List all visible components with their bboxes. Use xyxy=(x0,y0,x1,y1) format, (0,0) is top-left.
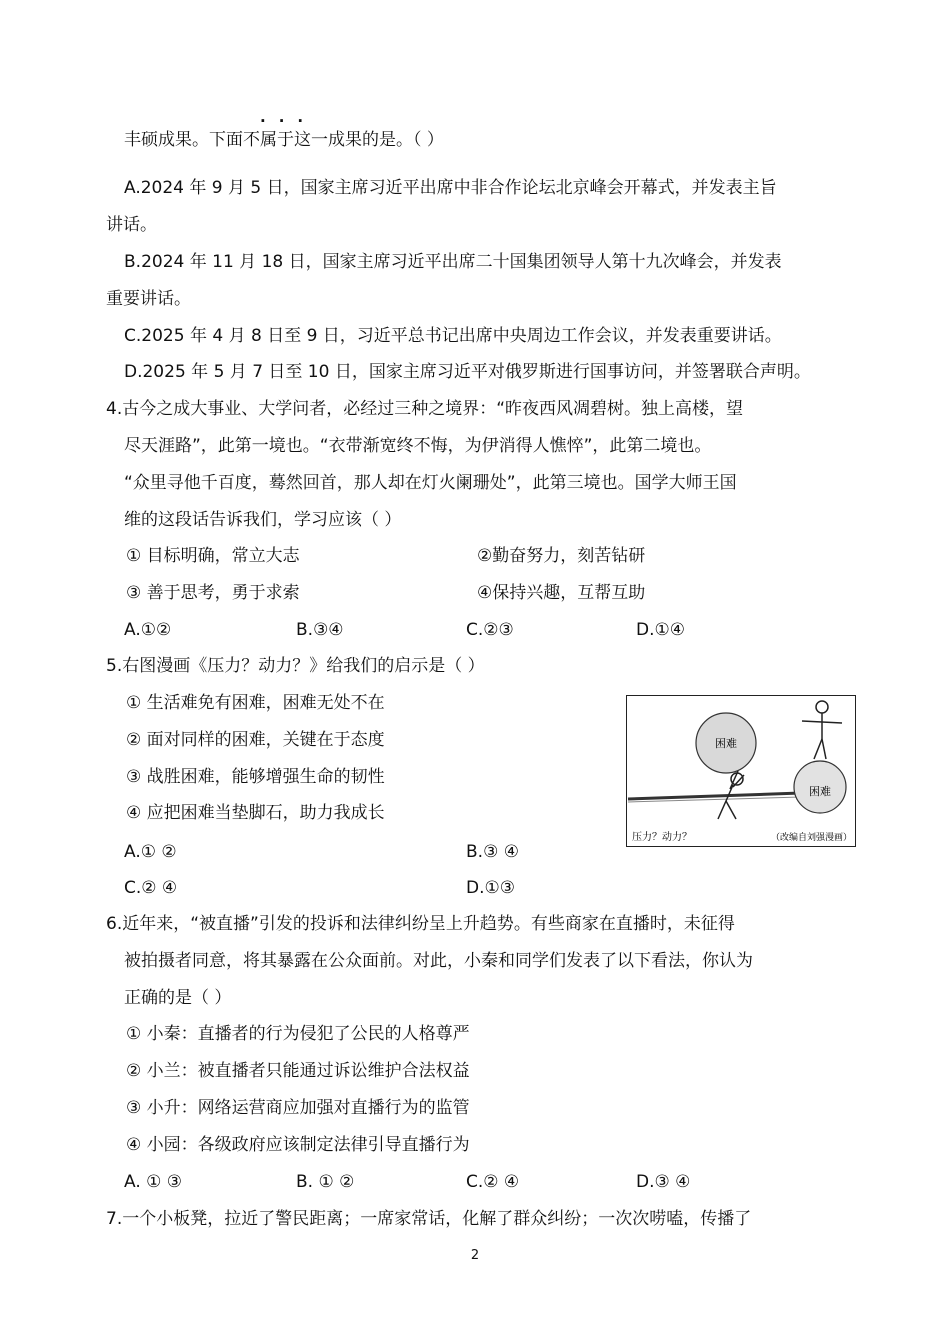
q5-item-3: ③ 战胜困难，能够增强生命的韧性 xyxy=(126,767,385,787)
q4-choice-d: D.①④ xyxy=(636,620,685,640)
q4-item-3: ③ 善于思考，勇于求索 xyxy=(126,583,300,603)
q6-choice-b: B. ① ② xyxy=(296,1172,355,1192)
q6-stem-line3: 正确的是（ ） xyxy=(124,988,232,1008)
q3-option-b: B.2024 年 11 月 18 日，国家主席习近平出席二十国集团领导人第十九次峰会，并发表 xyxy=(124,252,782,272)
q5-item-4: ④ 应把困难当垫脚石，助力我成长 xyxy=(126,803,385,823)
q3-option-d: D.2025 年 5 月 7 日至 10 日，国家主席习近平对俄罗斯进行国事访问，并签署联合声明。 xyxy=(124,362,811,382)
q6-stem-line1: 6.近年来，“被直播”引发的投诉和法律纠纷呈上升趋势。有些商家在直播时，未征得 xyxy=(106,914,735,934)
q5-choice-c: C.② ④ xyxy=(124,878,178,898)
q5-choice-d: D.①③ xyxy=(466,878,515,898)
cartoon-credit: （改编自刘强漫画） xyxy=(770,833,852,843)
q4-choice-c: C.②③ xyxy=(466,620,514,640)
page-number: 2 xyxy=(470,1248,480,1263)
ball-label-right: 困难 xyxy=(809,785,831,798)
q6-stem-line2: 被拍摄者同意，将其暴露在公众面前。对此，小秦和同学们发表了以下看法，你认为 xyxy=(124,951,753,971)
q4-choice-a: A.①② xyxy=(124,620,172,640)
cartoon-caption: 压力？动力？ xyxy=(632,832,692,843)
q5-item-2: ② 面对同样的困难，关键在于态度 xyxy=(126,730,385,750)
q4-item-1: ① 目标明确，常立大志 xyxy=(126,546,300,566)
q3-option-c: C.2025 年 4 月 8 日至 9 日，习近平总书记出席中央周边工作会议，并发表重要讲话。 xyxy=(124,326,782,346)
q4-item-4: ④保持兴趣，互帮互助 xyxy=(477,583,646,603)
q5-choice-a: A.① ② xyxy=(124,842,177,862)
q4-stem-line1: 4.古今之成大事业、大学问者，必经过三种之境界：“昨夜西风凋碧树。独上高楼，望 xyxy=(106,399,744,419)
ball-label-left: 困难 xyxy=(715,737,737,750)
q3-option-a: A.2024 年 9 月 5 日，国家主席习近平出席中非合作论坛北京峰会开幕式，并发表主旨 xyxy=(124,178,777,198)
q6-choice-c: C.② ④ xyxy=(466,1172,520,1192)
q4-item-2: ②勤奋努力，刻苦钻研 xyxy=(477,546,646,566)
q3-option-b-cont: 重要讲话。 xyxy=(106,289,191,309)
q4-stem-line3: “众里寻他千百度，蓦然回首，那人却在灯火阑珊处”，此第三境也。国学大师王国 xyxy=(124,473,737,493)
q3-stem-tail: 丰硕成果。下面不属于这一成果的是。（ ） xyxy=(124,130,444,150)
q5-item-1: ① 生活难免有困难，困难无处不在 xyxy=(126,693,385,713)
pressure-cartoon-figure xyxy=(626,695,856,847)
q4-stem-line4: 维的这段话告诉我们，学习应该（ ） xyxy=(124,510,402,530)
q5-choice-b: B.③ ④ xyxy=(466,842,519,862)
q3-option-a-cont: 讲话。 xyxy=(106,215,157,235)
q6-choice-d: D.③ ④ xyxy=(636,1172,691,1192)
q4-choice-b: B.③④ xyxy=(296,620,344,640)
q5-stem: 5.右图漫画《压力？动力？》给我们的启示是（ ） xyxy=(106,656,485,676)
q6-item-3: ③ 小升：网络运营商应加强对直播行为的监管 xyxy=(126,1098,470,1118)
emphasis-dots: ··· xyxy=(260,112,317,130)
q6-item-4: ④ 小园：各级政府应该制定法律引导直播行为 xyxy=(126,1135,470,1155)
q7-stem-line1: 7.一个小板凳，拉近了警民距离；一席家常话，化解了群众纠纷；一次次唠嗑，传播了 xyxy=(106,1209,752,1229)
q6-item-1: ① 小秦：直播者的行为侵犯了公民的人格尊严 xyxy=(126,1024,470,1044)
q6-choice-a: A. ① ③ xyxy=(124,1172,183,1192)
q4-stem-line2: 尽天涯路”，此第一境也。“衣带渐宽终不悔，为伊消得人憔悴”，此第二境也。 xyxy=(124,436,712,456)
q6-item-2: ② 小兰：被直播者只能通过诉讼维护合法权益 xyxy=(126,1061,470,1081)
